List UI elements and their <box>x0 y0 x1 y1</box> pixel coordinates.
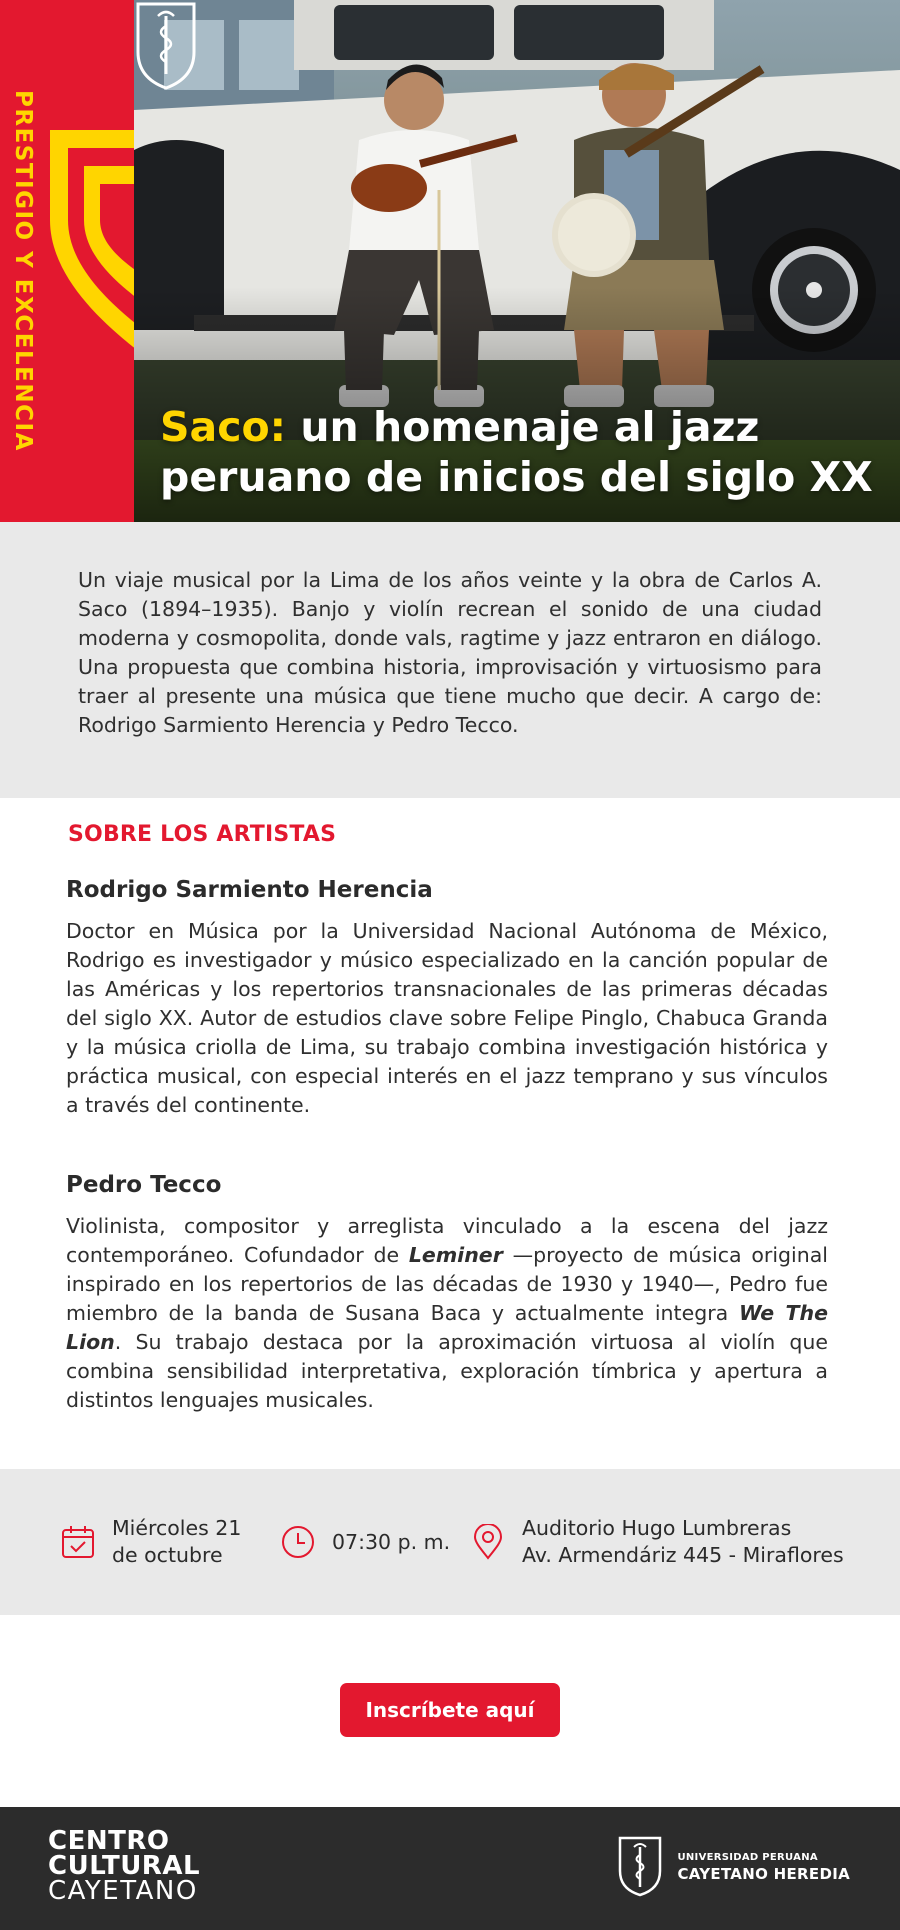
location-pin-icon <box>470 1524 506 1560</box>
title-line2: peruano de inicios del siglo XX <box>160 453 873 501</box>
event-title <box>160 402 880 502</box>
bio-text: —proyecto de música original inspirado en los repertorios de las décadas de 1930 y 1940—, Pedro fue miembro de la banda de Susana Baca y actualmente integra <box>66 1243 828 1325</box>
footer <box>0 1807 900 1930</box>
hero-red-band <box>0 0 134 522</box>
intro-panel <box>0 522 900 798</box>
event-venue-text <box>522 1515 844 1569</box>
university-crest-icon <box>617 1835 663 1897</box>
event-date-text <box>112 1515 241 1569</box>
event-time <box>280 1469 450 1615</box>
bio-text: Violinista, compositor y arreglista vinculado a la escena del jazz contemporáneo. Cofundador de <box>66 1214 828 1267</box>
register-button[interactable]: Inscríbete aquí <box>340 1683 560 1737</box>
university-name <box>677 1849 850 1883</box>
event-info-bar <box>0 1469 900 1615</box>
date-line2: de octubre <box>112 1543 223 1567</box>
bio-emphasis-we-the-lion: We The Lion <box>66 1301 828 1354</box>
venue-line2: Av. Armendáriz 445 - Miraflores <box>522 1543 844 1567</box>
event-time-text: 07:30 p. m. <box>332 1529 451 1554</box>
event-venue <box>470 1469 844 1615</box>
artist-name-pedro: Pedro Tecco <box>66 1172 222 1198</box>
calendar-icon <box>60 1524 96 1560</box>
bio-text: . Su trabajo destaca por la aproximación virtuosa al violín que combina sensibilidad interpretativa, exploración tímbrica y apertura a distintos lenguajes musicales. <box>66 1330 828 1412</box>
univ-line1: UNIVERSIDAD PERUANA <box>677 1852 818 1863</box>
clock-icon <box>280 1524 316 1560</box>
university-crest-icon <box>134 0 198 90</box>
event-date <box>60 1469 241 1615</box>
artist-bio-pedro <box>66 1212 828 1415</box>
artists-heading: SOBRE LOS ARTISTAS <box>68 822 337 847</box>
artist-name-rodrigo: Rodrigo Sarmiento Herencia <box>66 877 433 903</box>
artist-bio-rodrigo: Doctor en Música por la Universidad Nacional Autónoma de México, Rodrigo es investigador y músico especializado en la canción popular de las Américas y los repertorios transnacionales de las primeras décadas del siglo XX. Autor de estudios clave sobre Felipe Pinglo, Chabuca Granda y la música criolla de Lima, su trabajo combina investigación histórica y práctica musical, con especial interés en el jazz temprano y sus vínculos a través del continente. <box>66 919 828 1117</box>
shield-emblem-icon <box>40 110 134 380</box>
hero-banner <box>0 0 900 522</box>
univ-line2: CAYETANO HEREDIA <box>677 1865 850 1883</box>
centro-cultural-logo <box>48 1826 201 1906</box>
brand-line3: CAYETANO <box>48 1876 198 1906</box>
tagline-text: PRESTIGIO Y EXCELENCIA <box>10 90 36 452</box>
date-line1: Miércoles 21 <box>112 1516 242 1540</box>
brand-line1: CENTRO <box>48 1826 170 1856</box>
venue-line1: Auditorio Hugo Lumbreras <box>522 1516 792 1540</box>
university-logo <box>617 1835 850 1897</box>
title-accent: Saco: <box>160 403 287 451</box>
bio-emphasis-leminer: Leminer <box>408 1243 503 1267</box>
brand-line2: CULTURAL <box>48 1851 201 1881</box>
title-line1: un homenaje al jazz <box>286 403 760 451</box>
intro-text: Un viaje musical por la Lima de los años veinte y la obra de Carlos A. Saco (1894–1935). Banjo y violín recrean el sonido de una ciudad moderna y cosmopolita, donde vals, ragtime y jazz entraron en diálogo. Una propuesta que combina historia, improvisación y virtuosismo para traer al presente una música que tiene mucho que decir. A cargo de: Rodrigo Sarmiento Herencia y Pedro Tecco. <box>78 568 822 737</box>
